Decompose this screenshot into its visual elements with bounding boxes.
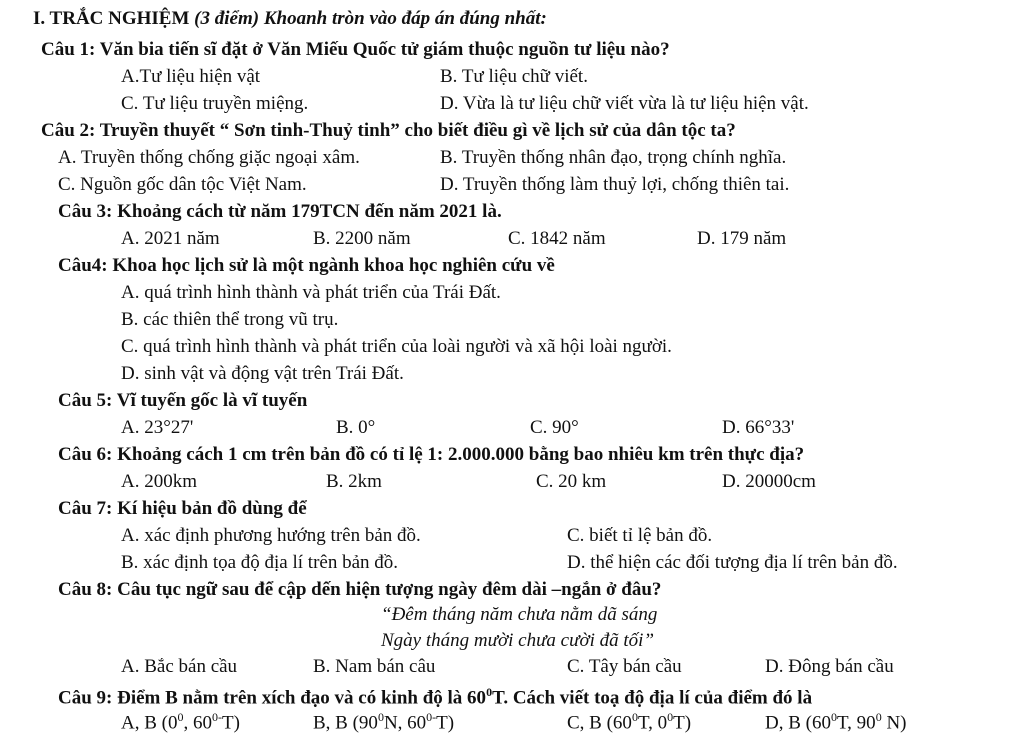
option-text: N) <box>881 712 907 734</box>
question-3-stem: Câu 3: Khoảng cách từ năm 179TCN đến năm 2021 là. <box>58 201 502 222</box>
question-2-option-d[interactable]: D. Truyền thống làm thuỷ lợi, chống thiên tai. <box>440 174 790 195</box>
question-4-option-c[interactable]: C. quá trình hình thành và phát triển của loài người và xã hội loài người. <box>121 336 672 357</box>
question-4-option-a[interactable]: A. quá trình hình thành và phát triển của Trái Đất. <box>121 282 501 303</box>
question-5-option-a[interactable]: A. 23°27' <box>121 417 194 438</box>
option-text: T, 0 <box>637 712 668 734</box>
question-8-option-c[interactable]: C. Tây bán cầu <box>567 656 682 677</box>
question-8-quote-line-1: “Đêm tháng năm chưa nằm dã sáng <box>381 604 658 625</box>
option-degree: 0 <box>830 710 837 724</box>
question-9-option-d[interactable] <box>765 706 907 734</box>
question-4-option-b[interactable]: B. các thiên thể trong vũ trụ. <box>121 309 339 330</box>
question-1-option-b[interactable]: B. Tư liệu chữ viết. <box>440 66 588 87</box>
question-4-stem: Câu4: Khoa học lịch sử là một ngành khoa học nghiên cứu về <box>58 255 555 276</box>
question-9-stem-before: Câu 9: Điểm B nằm trên xích đạo và có kinh độ là 60 <box>58 687 487 709</box>
option-text: T) <box>221 712 240 734</box>
question-8-option-d[interactable]: D. Đông bán cầu <box>765 656 894 677</box>
question-6-option-a[interactable]: A. 200km <box>121 471 197 492</box>
option-text: B, B (90 <box>313 712 378 734</box>
question-7-stem: Câu 7: Kí hiệu bản đồ dùng để <box>58 498 307 519</box>
question-3-option-c[interactable]: C. 1842 năm <box>508 228 606 249</box>
question-6-option-b[interactable]: B. 2km <box>326 471 382 492</box>
question-2-option-a[interactable]: A. Truyền thống chống giặc ngoại xâm. <box>58 147 360 168</box>
question-3-option-d[interactable]: D. 179 năm <box>697 228 787 249</box>
option-text: T) <box>436 712 455 734</box>
option-degree: 0 <box>377 710 384 724</box>
option-text: , 60 <box>183 712 212 734</box>
question-7-option-a[interactable]: A. xác định phương hướng trên bản đồ. <box>121 525 421 546</box>
section-prefix: I. TRẮC NGHIỆM <box>33 8 190 29</box>
question-7-option-d[interactable]: D. thể hiện các đối tượng địa lí trên bản đồ. <box>567 552 898 573</box>
question-2-option-c[interactable]: C. Nguồn gốc dân tộc Việt Nam. <box>58 174 307 195</box>
question-3-option-a[interactable]: A. 2021 năm <box>121 228 220 249</box>
option-degree: 0 <box>875 710 882 724</box>
question-8-quote-line-2: Ngày tháng mười chưa cười đã tối” <box>381 630 655 651</box>
option-text: N, 60 <box>383 712 427 734</box>
section-points: (3 điểm) <box>194 8 260 29</box>
question-7-option-c[interactable]: C. biết tỉ lệ bản đồ. <box>567 525 713 546</box>
question-9-stem-after: T. Cách viết toạ độ địa lí của điểm đó là <box>492 687 813 709</box>
question-9-stem-degree: 0 <box>486 685 493 699</box>
question-6-option-d[interactable]: D. 20000cm <box>722 471 816 492</box>
question-1-option-a[interactable]: A.Tư liệu hiện vật <box>121 66 261 87</box>
question-9-option-b[interactable] <box>313 706 454 734</box>
question-7-option-b[interactable]: B. xác định tọa độ địa lí trên bản đồ. <box>121 552 399 573</box>
question-2-option-b[interactable]: B. Truyền thống nhân đạo, trọng chính nghĩa. <box>440 147 787 168</box>
option-degree: 0 <box>177 710 184 724</box>
question-1-option-d[interactable]: D. Vừa là tư liệu chữ viết vừa là tư liệu hiện vật. <box>440 93 809 114</box>
question-2-stem: Câu 2: Truyền thuyết “ Sơn tinh-Thuỷ tinh” cho biết điều gì về lịch sử của dân tộc ta? <box>41 120 736 141</box>
question-6-stem: Câu 6: Khoảng cách 1 cm trên bản đồ có tỉ lệ 1: 2.000.000 bằng bao nhiêu km trên thực địa? <box>58 444 805 465</box>
question-1-stem: Câu 1: Văn bia tiến sĩ đặt ở Văn Miếu Quốc tử giám thuộc nguồn tư liệu nào? <box>41 39 670 60</box>
question-9-option-a[interactable] <box>121 706 240 734</box>
option-degree: 0- <box>211 710 222 724</box>
option-text: T) <box>673 712 692 734</box>
question-3-option-b[interactable]: B. 2200 năm <box>313 228 411 249</box>
question-5-stem: Câu 5: Vĩ tuyến gốc là vĩ tuyến <box>58 390 308 411</box>
option-degree: 0 <box>667 710 674 724</box>
question-8-stem: Câu 8: Câu tục ngữ sau để cập dến hiện tượng ngày đêm dài –ngắn ở đâu? <box>58 579 662 600</box>
option-text: A, B (0 <box>121 712 178 734</box>
question-5-option-c[interactable]: C. 90° <box>530 417 579 438</box>
option-text: D, B (60 <box>765 712 831 734</box>
option-text: T, 90 <box>836 712 876 734</box>
question-8-option-b[interactable]: B. Nam bán câu <box>313 656 436 677</box>
option-text: C, B (60 <box>567 712 632 734</box>
question-5-option-b[interactable]: B. 0° <box>336 417 376 438</box>
question-4-option-d[interactable]: D. sinh vật và động vật trên Trái Đất. <box>121 363 404 384</box>
question-9-option-c[interactable] <box>567 706 691 734</box>
question-5-option-d[interactable]: D. 66°33' <box>722 417 795 438</box>
section-heading <box>33 8 547 30</box>
question-1-option-c[interactable]: C. Tư liệu truyền miệng. <box>121 93 309 114</box>
section-instruction: Khoanh tròn vào đáp án đúng nhất: <box>263 8 547 29</box>
question-8-option-a[interactable]: A. Bắc bán cầu <box>121 656 238 677</box>
option-degree: 0- <box>426 710 437 724</box>
question-6-option-c[interactable]: C. 20 km <box>536 471 607 492</box>
option-degree: 0 <box>631 710 638 724</box>
